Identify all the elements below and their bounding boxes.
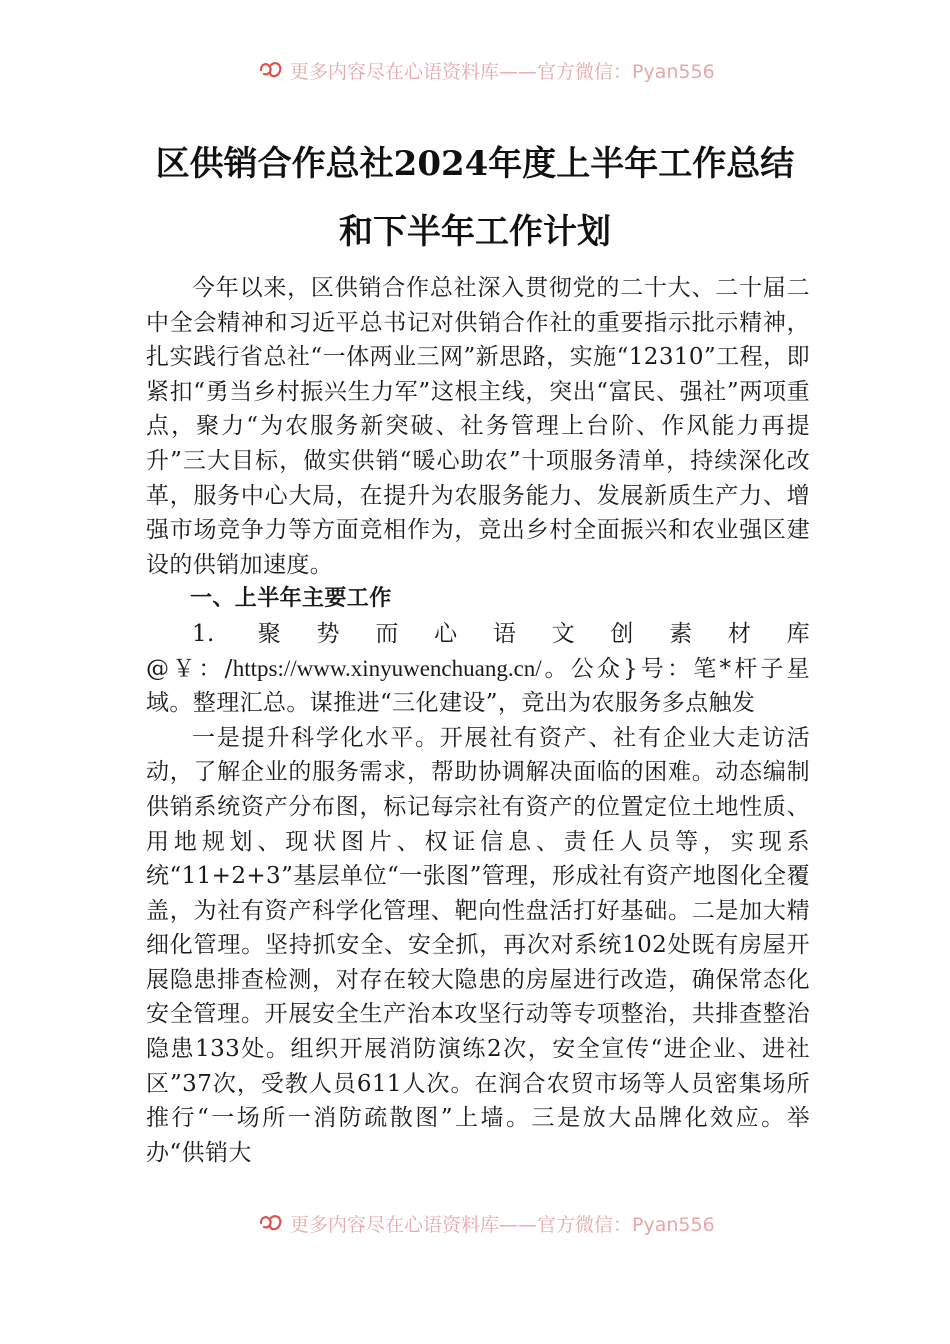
document-title-line1: 区供销合作总社2024年度上半年工作总结 — [155, 144, 795, 184]
watermark-text: 更多内容尽在心语资料库——官方微信：Pyan556 — [290, 1213, 715, 1236]
item1-paragraph — [146, 617, 810, 721]
item1-url-link[interactable]: https://www.xinyuwenchuang.cn/ — [232, 655, 542, 681]
item1-rest: 。公众}号：笔*杆子星域。整理汇总。谋推进“三化建设”，竞出为农服务多点触发 — [146, 655, 810, 717]
watermark-logo-icon — [258, 1212, 284, 1234]
watermark-logo-icon — [258, 59, 284, 81]
section-heading: 一、上半年主要工作 — [190, 586, 392, 612]
document-body — [146, 271, 810, 1170]
document-title-line2: 和下半年工作计划 — [339, 212, 611, 252]
watermark-text: 更多内容尽在心语资料库——官方微信：Pyan556 — [290, 60, 715, 83]
item1-prefix: 1. 聚势而心语文创素材库@￥：/ — [146, 620, 810, 682]
intro-paragraph: 今年以来，区供销合作总社深入贯彻党的二十大、二十届二中全会精神和习近平总书记对供销合作社的重要指示批示精神，扎实践行省总社“一体两业三网”新思路，实施“12310”工程，即紧扣“勇当乡村振兴生力军”这根主线，突出“富民、强社”两项重点，聚力“为农服务新突破、社务管理上台阶、作风能力再提升”三大目标，做实供销“暖心助农”十项服务清单，持续深化改革，服务中心大局，在提升为农服务能力、发展新质生产力、增强市场竞争力等方面竞相作为，竞出乡村全面振兴和农业强区建设的供销加速度。 — [146, 275, 810, 578]
body-paragraph-2: 一是提升科学化水平。开展社有资产、社有企业大走访活动，了解企业的服务需求，帮助协调解决面临的困难。动态编制供销系统资产分布图，标记每宗社有资产的位置定位土地性质、用地规划、现状图片、权证信息、责任人员等，实现系统“11+2+3”基层单位“一张图”管理，形成社有资产地图化全覆盖，为社有资产科学化管理、靶向性盘活打好基础。二是加大精细化管理。坚持抓安全、安全抓，再次对系统102处既有房屋开展隐患排查检测，对存在较大隐患的房屋进行改造，确保常态化安全管理。开展安全生产治本攻坚行动等专项整治，共排查整治隐患133处。组织开展消防演练2次，安全宣传“进企业、进社区”37次，受教人员611人次。在润合农贸市场等人员密集场所推行“一场所一消防疏散图”上墙。三是放大品牌化效应。举办“供销大 — [146, 724, 810, 1166]
watermark-bottom — [258, 1209, 738, 1237]
watermark-top — [258, 56, 738, 84]
